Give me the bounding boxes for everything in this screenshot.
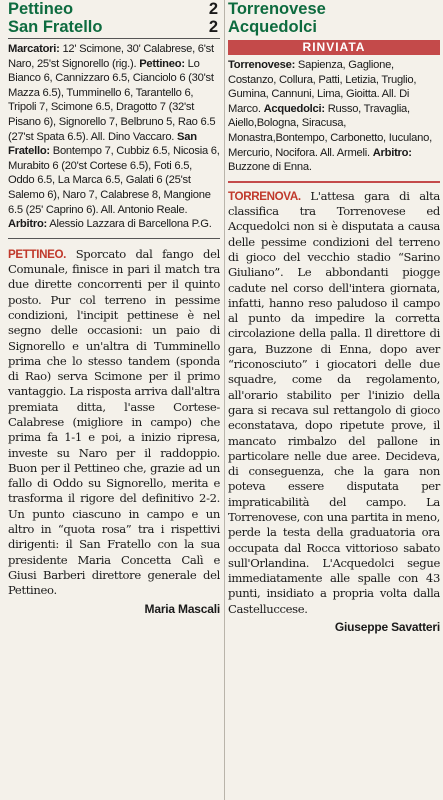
section-divider [228,181,440,183]
team1-lineup: Lo Bianco 6, Cannizzaro 6.5, Cianciolo 6 (30'st Mazza 6.5), Tumminello 6, Tarantello 6, Tripoli 7, Scimone 6.5, Dragotto 7 (32'st Pisano 6), Signorello 7, Belbruno 5, Rao 6.5 (27'st Spata 6.5). All. Dino Vaccaro. [8,57,216,143]
home-team-row [228,0,440,18]
away-team-score: 2 [208,18,218,36]
status-badge: RINVIATA [228,40,440,55]
arbitro-label: Arbitro: [372,146,412,159]
dateline: TORRENOVA. [228,189,301,203]
team2-label: Acquedolci: [263,102,325,115]
away-team-row [8,18,220,36]
team1-label: Pettineo: [139,57,185,70]
left-column [8,0,220,616]
match-report [228,189,440,617]
home-team-score: 2 [208,0,218,18]
away-team-name: San Fratello [8,18,103,36]
away-team-row [228,18,440,36]
dateline: PETTINEO. [8,247,67,261]
home-team-name: Torrenovese [228,0,326,18]
arbitro-text: Alessio Lazzara di Barcellona P.G. [49,218,212,231]
author-byline: Maria Mascali [144,601,220,616]
team2-lineup: Bontempo 7, Cubbiz 6.5, Nicosia 6, Murabito 6 (20'st Cortese 6.5), Foti 6.5, Oddo 6.5, La Marca 6.5, Galati 6 (25'st Salemo 6), Naro 7, Calabrese 8, Mangione 6.5 (25' Caprino 6). All. Antonio Reale. [8,145,220,216]
match-details [228,58,440,175]
team2-lineup: Russo, Travaglia, Aiello,Bologna, Siracusa, Monastra,Bontempo, Carbonetto, Iuculano, Mercurio, Nocifora. All. Armeli. [228,102,432,159]
home-team-name: Pettineo [8,0,74,18]
right-column [228,0,440,634]
team1-label: Torrenovese: [228,59,296,71]
team1-lineup: Sapienza, Gaglione, Costanzo, Collura, Patti, Letizia, Truglio, Gumina, Cannuni, Lima, Gioitta. All. Di Marco. [228,59,417,115]
arbitro-text: Buzzone di Enna. [228,161,312,174]
marcatori-label: Marcatori: [8,43,60,55]
match-header [228,0,440,38]
report-body: Sporcato dal fango del Comunale, finisce in pari il match tra due dirette concorrenti per il quinto posto. Pur col terreno in pessime condizioni, l'incipit pettinese è nel segno delle occasioni: un paio di Signorello e un'altra di Tumminello prima che lo stesso tandem (sponda di Rao) serva Scimone per il primo vantaggio. La risposta arriva dall'altra premiata ditta, l'asse Cortese-Calabrese (migliore in campo) che prima fa 1-1 e poi, a inizio ripresa, investe su Naro per il raddoppio. Buon per il Pettineo che, grazie ad un fallo di Oddo su Signorello, merita e trasforma il rigore del definitivo 2-2. Un punto ciascuno in campo e un altro in “quota rosa” tra i rispettivi dirigenti: il San Fratello con la sua presidente Maria Concetta Calì e Giusi Barberi direttore generale del Pettineo. [8,246,220,598]
report-body: L'attesa gara di alta classifica tra Torrenovese ed Acquedolci non si è disputata a causa delle pessime condizioni del terreno di gioco del vecchio stadio “Sarino Giuliano”. Le abbondanti piogge cadute nel corso dell'intera giornata, infatti, hanno reso paludoso il campo al punto da impedire la corretta circolazione della palla. Il direttore di gara, Buzzone di Enna, dopo aver “riconosciuto” i giocatori delle due squadre, come da regolamento, all'orario stabilito per l'inizio della gara si recava sul rettangolo di gioco econstatava, dopo ripetute prove, il mancato rimbalzo del pallone in particolare nelle due aree. Decideva, di conseguenza, che la gara non poteva essere disputata per impraticabilità del campo. La Torrenovese, con una partita in meno, perde la testa della graduatoria ora occupata dal Rocca vittorioso sabato sull'Orlandina. L'Acquedolci segue immediatamente alle spalle con 43 punti, insidiato a propria volta dalla Castelluccese. [228,188,440,616]
match-report [8,247,220,599]
match-details [8,42,220,232]
home-team-row [8,0,220,18]
away-team-name: Acquedolci [228,18,317,36]
team2-label: San Fratello: [8,130,197,158]
author-byline: Giuseppe Savatteri [334,620,440,635]
column-divider [224,0,225,800]
match-score-header [8,0,220,39]
section-divider [8,238,220,239]
marcatori-text: 12' Scimone, 30' Calabrese, 6'st Naro, 25'st Signorello (rig.). [8,43,214,70]
arbitro-label: Arbitro: [8,218,48,231]
